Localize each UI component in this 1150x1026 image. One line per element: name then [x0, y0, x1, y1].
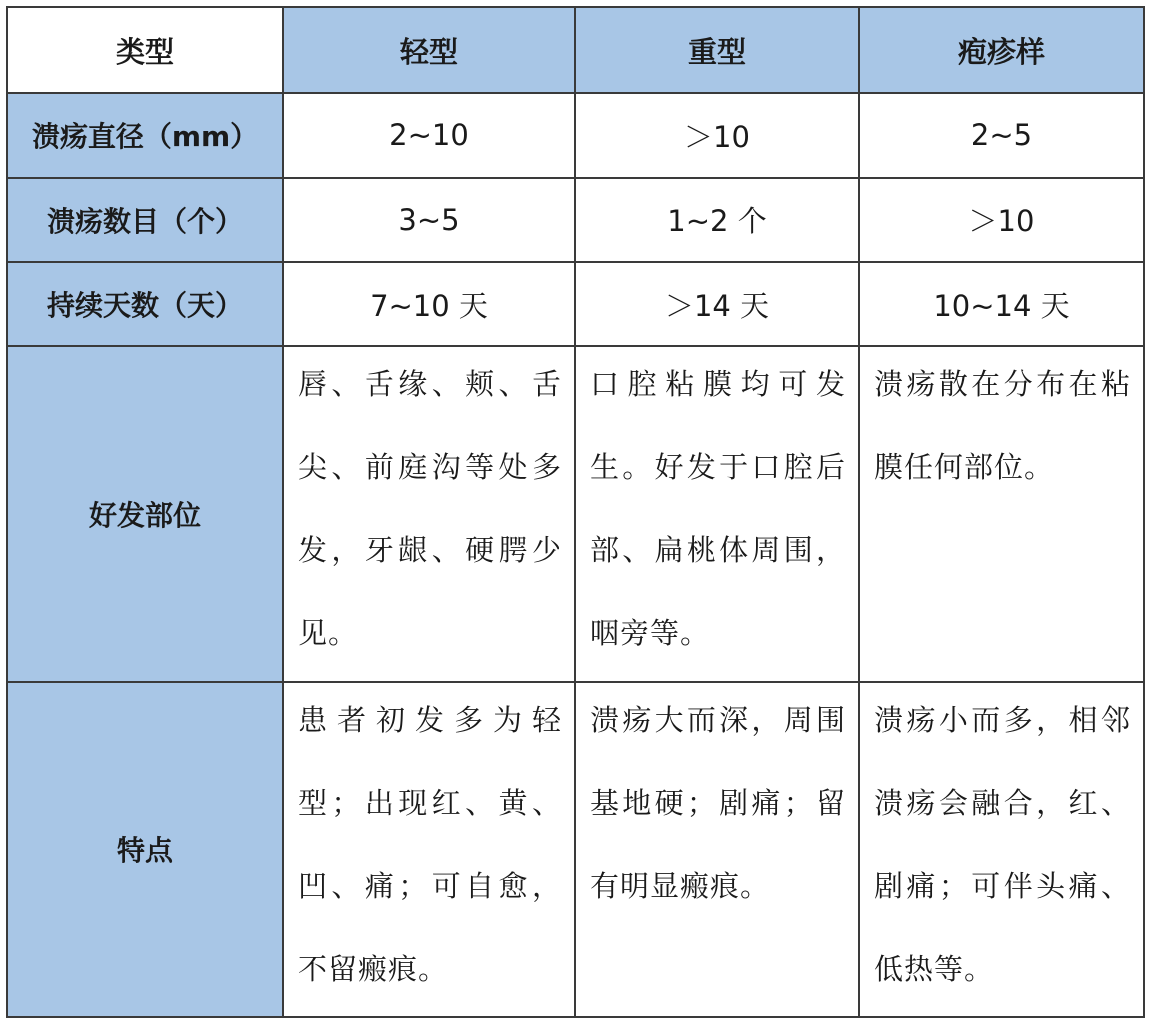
cell-diameter-severe: ＞10 — [575, 93, 859, 177]
cell-site-mild-text: 唇、舌缘、颊、舌尖、前庭沟等处多发，牙龈、硬腭少见。 — [298, 367, 562, 651]
cell-features-herpetiform — [859, 682, 1144, 1017]
row-label-features: 特点 — [7, 682, 283, 1017]
cell-features-herpetiform-text: 溃疡小而多，相邻溃疡会融合，红、剧痛；可伴头痛、低热等。 — [874, 702, 1131, 986]
table-row-site — [7, 346, 1144, 681]
cell-duration-herpetiform: 10~14 天 — [859, 262, 1144, 346]
cell-site-mild — [283, 346, 575, 681]
cell-features-mild-text: 患者初发多为轻型；出现红、黄、凹、痛；可自愈，不留瘢痕。 — [298, 702, 562, 986]
cell-count-severe: 1~2 个 — [575, 178, 859, 262]
cell-features-severe — [575, 682, 859, 1017]
row-label-count: 溃疡数目（个） — [7, 178, 283, 262]
ulcer-comparison-table-container — [6, 6, 1143, 1018]
cell-diameter-herpetiform: 2~5 — [859, 93, 1144, 177]
cell-duration-severe: ＞14 天 — [575, 262, 859, 346]
header-cell-severe: 重型 — [575, 7, 859, 93]
table-row-duration — [7, 262, 1144, 346]
cell-site-herpetiform — [859, 346, 1144, 681]
header-cell-herpetiform: 疱疹样 — [859, 7, 1144, 93]
table-row-count — [7, 178, 1144, 262]
header-cell-mild: 轻型 — [283, 7, 575, 93]
table-row-diameter — [7, 93, 1144, 177]
ulcer-comparison-table — [6, 6, 1145, 1018]
header-cell-type: 类型 — [7, 7, 283, 93]
cell-duration-mild: 7~10 天 — [283, 262, 575, 346]
header-row — [7, 7, 1144, 93]
cell-diameter-mild: 2~10 — [283, 93, 575, 177]
cell-site-severe-text: 口腔粘膜均可发生。好发于口腔后部、扁桃体周围，咽旁等。 — [590, 367, 846, 651]
cell-features-mild — [283, 682, 575, 1017]
row-label-diameter: 溃疡直径（mm） — [7, 93, 283, 177]
cell-features-severe-text: 溃疡大而深，周围基地硬；剧痛；留有明显瘢痕。 — [590, 702, 846, 903]
cell-count-herpetiform: ＞10 — [859, 178, 1144, 262]
cell-site-severe — [575, 346, 859, 681]
cell-site-herpetiform-text: 溃疡散在分布在粘膜任何部位。 — [874, 367, 1131, 485]
table-row-features — [7, 682, 1144, 1017]
row-label-duration: 持续天数（天） — [7, 262, 283, 346]
row-label-site: 好发部位 — [7, 346, 283, 681]
cell-count-mild: 3~5 — [283, 178, 575, 262]
